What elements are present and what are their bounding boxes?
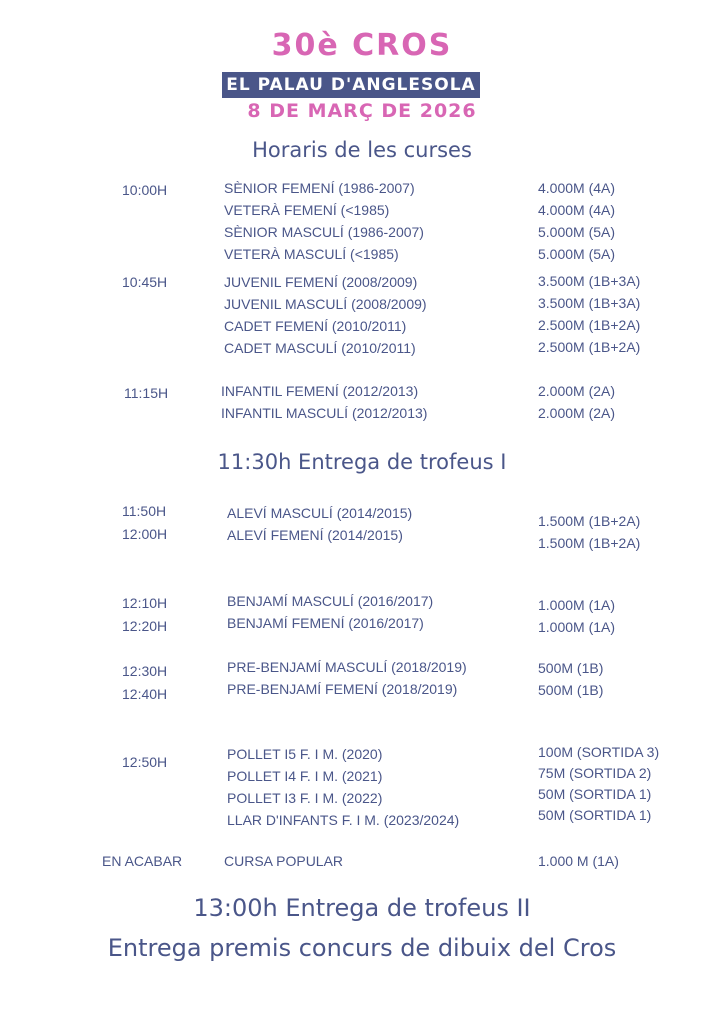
category-cell: POLLET I5 F. I M. (2020) bbox=[227, 746, 383, 762]
distance-cell: 2.000M (2A) bbox=[538, 405, 616, 421]
category-cell: BENJAMÍ MASCULÍ (2016/2017) bbox=[227, 593, 434, 609]
time-cell: 10:00H bbox=[122, 182, 168, 198]
category-cell: CADET FEMENÍ (2010/2011) bbox=[224, 318, 407, 334]
event-date: 8 DE MARÇ DE 2026 bbox=[247, 100, 477, 122]
distance-cell: 75M (SORTIDA 2) bbox=[538, 765, 652, 781]
time-cell: EN ACABAR bbox=[102, 853, 183, 869]
time-cell: 11:50H bbox=[122, 503, 167, 519]
distance-cell: 2.500M (1B+2A) bbox=[538, 339, 641, 355]
distance-cell: 1.000M (1A) bbox=[538, 619, 616, 635]
category-cell: CURSA POPULAR bbox=[224, 853, 344, 869]
category-cell: LLAR D'INFANTS F. I M. (2023/2024) bbox=[227, 812, 460, 828]
time-cell: 12:20H bbox=[122, 618, 168, 634]
category-cell: ALEVÍ FEMENÍ (2014/2015) bbox=[227, 527, 403, 543]
distance-cell: 100M (SORTIDA 3) bbox=[538, 744, 660, 760]
category-cell: VETERÀ MASCULÍ (<1985) bbox=[224, 246, 399, 262]
distance-cell: 1.000M (1A) bbox=[538, 597, 616, 613]
time-cell: 12:40H bbox=[122, 686, 168, 702]
category-cell: JUVENIL FEMENÍ (2008/2009) bbox=[224, 274, 418, 290]
distance-cell: 3.500M (1B+3A) bbox=[538, 273, 641, 289]
distance-cell: 2.500M (1B+2A) bbox=[538, 317, 641, 333]
category-cell: ALEVÍ MASCULÍ (2014/2015) bbox=[227, 505, 413, 521]
category-cell: BENJAMÍ FEMENÍ (2016/2017) bbox=[227, 615, 424, 631]
time-cell: 10:45H bbox=[122, 274, 168, 290]
distance-cell: 500M (1B) bbox=[538, 660, 604, 676]
distance-cell: 3.500M (1B+3A) bbox=[538, 295, 641, 311]
time-cell: 12:50H bbox=[122, 754, 168, 770]
schedule-heading: Horaris de les curses bbox=[252, 138, 472, 162]
time-cell: 11:15H bbox=[124, 385, 169, 401]
category-cell: INFANTIL FEMENÍ (2012/2013) bbox=[221, 383, 419, 399]
distance-cell: 4.000M (4A) bbox=[538, 180, 616, 196]
distance-cell: 5.000M (5A) bbox=[538, 224, 616, 240]
distance-cell: 2.000M (2A) bbox=[538, 383, 616, 399]
category-cell: SÈNIOR FEMENÍ (1986-2007) bbox=[224, 180, 415, 196]
trophies-1-heading: 11:30h Entrega de trofeus I bbox=[217, 450, 507, 474]
category-cell: VETERÀ FEMENÍ (<1985) bbox=[224, 202, 390, 218]
time-cell: 12:10H bbox=[122, 595, 168, 611]
distance-cell: 50M (SORTIDA 1) bbox=[538, 807, 652, 823]
time-cell: 12:30H bbox=[122, 663, 168, 679]
distance-cell: 5.000M (5A) bbox=[538, 246, 616, 262]
category-cell: POLLET I4 F. I M. (2021) bbox=[227, 768, 383, 784]
category-cell: PRE-BENJAMÍ FEMENÍ (2018/2019) bbox=[227, 681, 458, 697]
distance-cell: 500M (1B) bbox=[538, 682, 604, 698]
location-text: EL PALAU D'ANGLESOLA bbox=[226, 75, 476, 95]
distance-cell: 1.500M (1B+2A) bbox=[538, 535, 641, 551]
category-cell: POLLET I3 F. I M. (2022) bbox=[227, 790, 383, 806]
category-cell: SÈNIOR MASCULÍ (1986-2007) bbox=[224, 224, 424, 240]
trophies-2-heading: 13:00h Entrega de trofeus II bbox=[193, 894, 531, 922]
location-banner bbox=[222, 72, 480, 98]
distance-cell: 1.000 M (1A) bbox=[538, 853, 619, 869]
category-cell: PRE-BENJAMÍ MASCULÍ (2018/2019) bbox=[227, 659, 467, 675]
category-cell: JUVENIL MASCULÍ (2008/2009) bbox=[224, 296, 427, 312]
distance-cell: 50M (SORTIDA 1) bbox=[538, 786, 652, 802]
category-cell: INFANTIL MASCULÍ (2012/2013) bbox=[221, 405, 428, 421]
distance-cell: 4.000M (4A) bbox=[538, 202, 616, 218]
distance-cell: 1.500M (1B+2A) bbox=[538, 513, 641, 529]
time-cell: 12:00H bbox=[122, 526, 168, 542]
category-cell: CADET MASCULÍ (2010/2011) bbox=[224, 340, 416, 356]
event-title: 30è CROS bbox=[271, 28, 453, 63]
drawing-awards-heading: Entrega premis concurs de dibuix del Cros bbox=[107, 934, 617, 962]
